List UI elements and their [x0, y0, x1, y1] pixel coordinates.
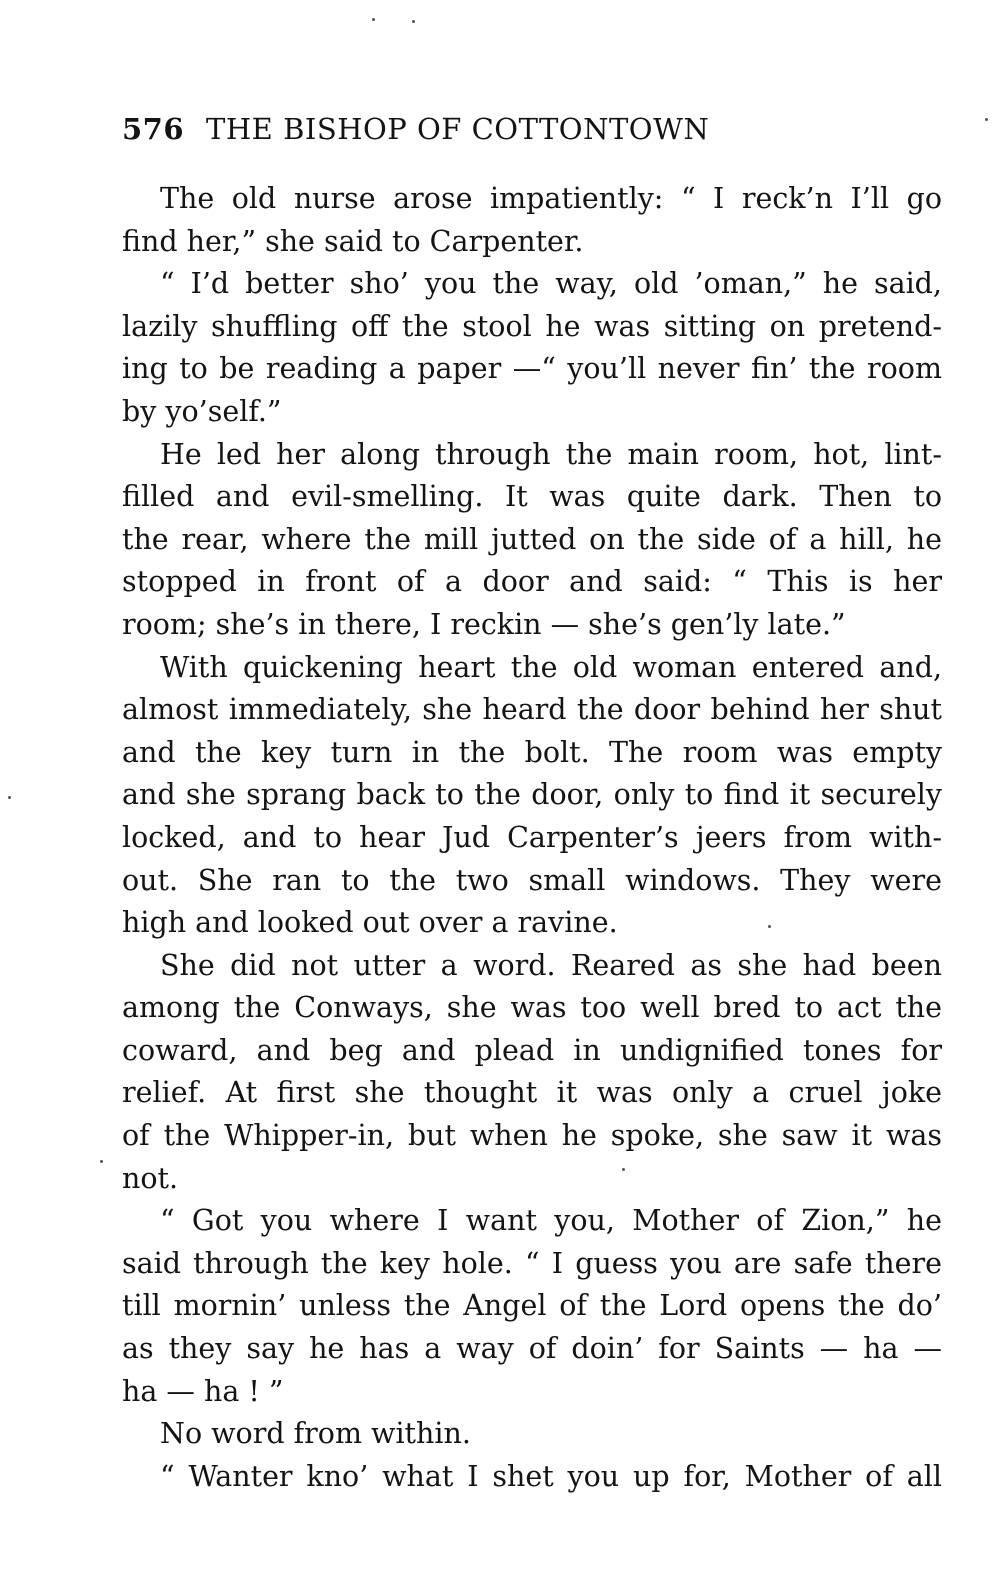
- text-line: locked, and to hear Jud Carpenter’s jeers from with-: [122, 820, 942, 854]
- text-line: She did not utter a word. Reared as she had been: [160, 948, 942, 982]
- text-line: coward, and beg and plead in undignified tones for: [122, 1033, 942, 1067]
- text-line: No word from within.: [160, 1417, 471, 1451]
- text-line: With quickening heart the old woman entered and,: [160, 650, 942, 684]
- text-line: room; she’s in there, I reckin — she’s gen’ly late.”: [122, 607, 846, 641]
- text-line: ing to be reading a paper —“ you’ll never fin’ the room: [122, 352, 942, 386]
- text-line: filled and evil-smelling. It was quite dark. Then to: [122, 480, 942, 514]
- scan-speck: [412, 20, 415, 23]
- text-line: ha — ha ! ”: [122, 1374, 284, 1408]
- scan-speck: [100, 1160, 103, 1163]
- text-line: till mornin’ unless the Angel of the Lord opens the do’: [122, 1289, 942, 1323]
- text-line: “ Wanter kno’ what I shet you up for, Mother of all: [160, 1459, 942, 1493]
- scan-speck: [768, 925, 771, 928]
- running-title: THE BISHOP OF COTTONTOWN: [206, 112, 710, 146]
- text-line: by yo’self.”: [122, 394, 282, 428]
- text-line: of the Whipper-in, but when he spoke, she saw it was: [122, 1119, 942, 1153]
- scan-speck: [622, 1168, 625, 1171]
- text-line: “ I’d better sho’ you the way, old ’oman,” he said,: [160, 267, 942, 301]
- text-line: out. She ran to the two small windows. They were: [122, 863, 942, 897]
- text-line: the rear, where the mill jutted on the side of a hill, he: [122, 522, 942, 556]
- text-line: The old nurse arose impatiently: “ I reck’n I’ll go: [160, 182, 942, 215]
- running-head: [122, 112, 942, 156]
- text-line: said through the key hole. “ I guess you are safe there: [122, 1246, 942, 1280]
- text-line: almost immediately, she heard the door behind her shut: [122, 693, 942, 727]
- text-line: and the key turn in the bolt. The room was empty: [122, 735, 942, 769]
- text-line: high and looked out over a ravine.: [122, 906, 618, 940]
- text-line: and she sprang back to the door, only to find it securely: [122, 778, 942, 812]
- page-number: 576: [122, 112, 185, 146]
- text-line: He led her along through the main room, hot, lint-: [160, 437, 942, 471]
- body-text: [122, 178, 942, 1498]
- text-line: find her,” she said to Carpenter.: [122, 224, 584, 258]
- text-line: not.: [122, 1161, 179, 1195]
- text-line: stopped in front of a door and said: “ This is her: [122, 565, 942, 599]
- text-line: lazily shuffling off the stool he was sitting on pretend-: [122, 309, 942, 343]
- text-line: “ Got you where I want you, Mother of Zion,” he: [160, 1204, 942, 1238]
- scan-speck: [985, 118, 988, 121]
- text-line: among the Conways, she was too well bred to act the: [122, 991, 942, 1025]
- text-line: relief. At first she thought it was only a cruel joke: [122, 1076, 942, 1110]
- scan-speck: [372, 18, 375, 21]
- text-line: as they say he has a way of doin’ for Saints — ha —: [122, 1332, 942, 1366]
- scan-speck: [8, 796, 11, 799]
